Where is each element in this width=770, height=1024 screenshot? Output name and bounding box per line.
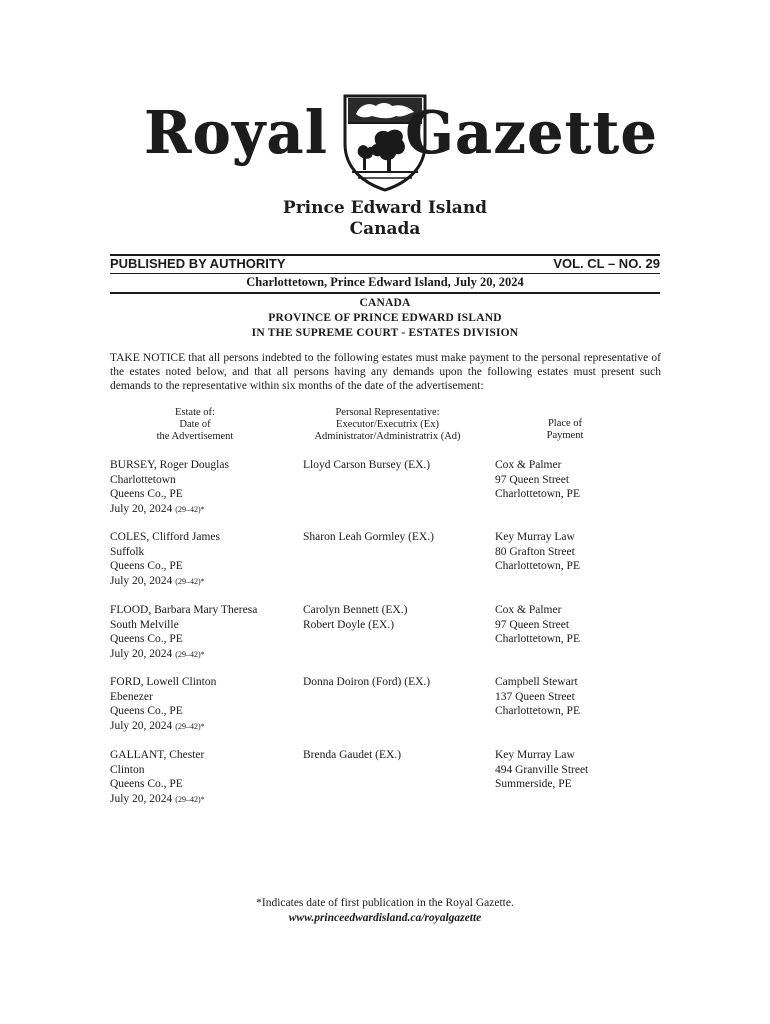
payment-column: Key Murray Law 80 Grafton Street Charlottetown, PE	[495, 531, 580, 572]
advertisement-date: July 20, 2024	[110, 647, 173, 660]
estate-column: COLES, Clifford James Suffolk Queens Co., PE July 20, 2024 (29–42)*	[110, 531, 220, 587]
heading-court: IN THE SUPREME COURT - ESTATES DIVISION	[251, 327, 519, 339]
publication-code: (29–42)*	[175, 576, 205, 586]
publication-code: (29–42)*	[175, 649, 205, 659]
estate-column: BURSEY, Roger Douglas Charlottetown Queens Co., PE July 20, 2024 (29–42)*	[110, 459, 229, 515]
heading-country: CANADA	[359, 297, 411, 309]
payment-column: Key Murray Law 494 Granville Street Summerside, PE	[495, 749, 589, 790]
rule-bottom	[110, 292, 660, 294]
advertisement-date: July 20, 2024	[110, 502, 173, 515]
notice-text: TAKE NOTICE that all persons indebted to the following estates must make payment to the personal representative of the estates noted below, and that all persons having any demands upon the following estates must present such demands to the representative within six months of the date of the advertisement:	[110, 352, 661, 392]
volume-number: VOL. CL – NO. 29	[553, 256, 660, 271]
payment-column: Cox & Palmer 97 Queen Street Charlottetown, PE	[495, 604, 580, 645]
publication-code: (29–42)*	[175, 794, 205, 804]
footnote: *Indicates date of first publication in the Royal Gazette.	[256, 897, 514, 909]
estate-column: FORD, Lowell Clinton Ebenezer Queens Co., PE July 20, 2024 (29–42)*	[110, 676, 217, 732]
advertisement-date: July 20, 2024	[110, 574, 173, 587]
masthead	[110, 92, 660, 192]
payment-column: Campbell Stewart 137 Queen Street Charlottetown, PE	[495, 676, 580, 717]
column-header-payment: Place of Payment	[546, 418, 584, 441]
dateline: Charlottetown, Prince Edward Island, July 20, 2024	[246, 275, 524, 289]
representative-column: Lloyd Carson Bursey (EX.)	[303, 459, 431, 471]
heading-province: PROVINCE OF PRINCE EDWARD ISLAND	[268, 312, 502, 324]
publication-bar	[110, 255, 660, 273]
masthead-title-left: Royal	[144, 98, 328, 168]
payment-column: Cox & Palmer 97 Queen Street Charlottetown, PE	[495, 459, 580, 500]
publication-code: (29–42)*	[175, 721, 205, 731]
publication-code: (29–42)*	[175, 504, 205, 514]
advertisement-date: July 20, 2024	[110, 719, 173, 732]
advertisement-date: July 20, 2024	[110, 792, 173, 805]
website-url: www.princeedwardisland.ca/royalgazette	[288, 912, 482, 924]
representative-column: Carolyn Bennett (EX.) Robert Doyle (EX.)	[303, 604, 408, 631]
estate-column: FLOOD, Barbara Mary Theresa South Melville Queens Co., PE July 20, 2024 (29–42)*	[110, 604, 258, 660]
rule-middle	[110, 273, 660, 274]
masthead-subtitle-country: Canada	[349, 219, 421, 239]
column-header-representative: Personal Representative: Executor/Executrix (Ex) Administrator/Administratrix (Ad)	[314, 407, 461, 442]
representative-column: Sharon Leah Gormley (EX.)	[303, 531, 434, 543]
estate-column: GALLANT, Chester Clinton Queens Co., PE July 20, 2024 (29–42)*	[110, 749, 205, 805]
representative-column: Brenda Gaudet (EX.)	[303, 749, 402, 761]
masthead-title-right: Gazette	[405, 98, 658, 168]
representative-column: Donna Doiron (Ford) (EX.)	[303, 676, 431, 688]
column-header-estate: Estate of: Date of the Advertisement	[156, 407, 234, 442]
masthead-subtitle-province: Prince Edward Island	[282, 198, 488, 218]
published-by-authority: PUBLISHED BY AUTHORITY	[110, 256, 286, 271]
